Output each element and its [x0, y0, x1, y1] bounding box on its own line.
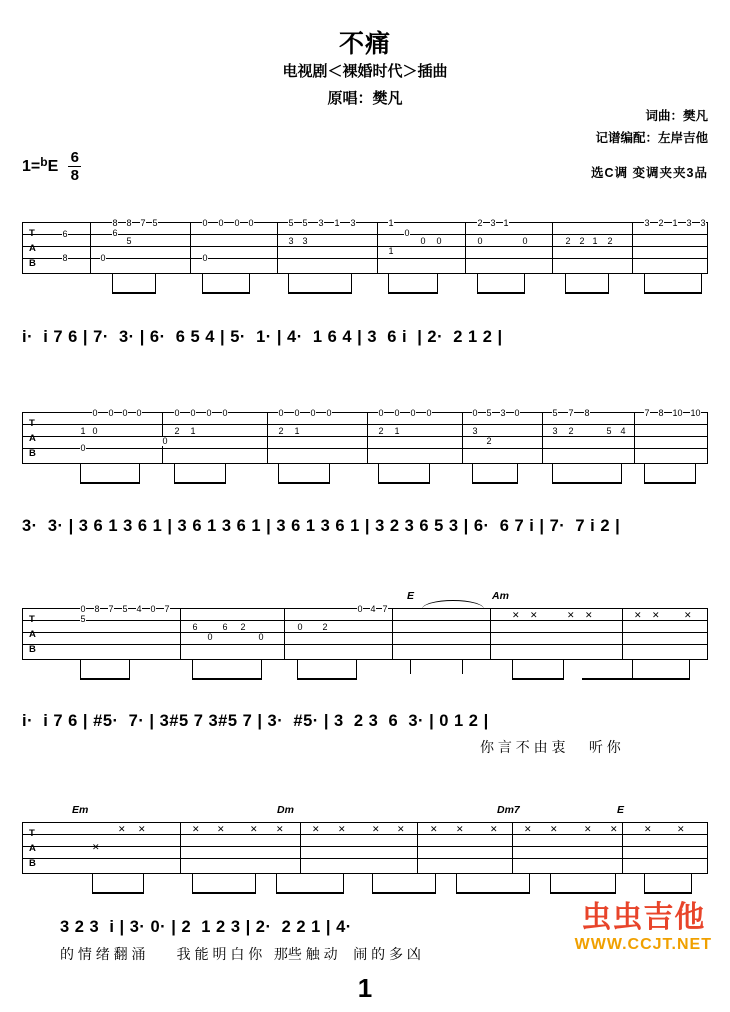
jianpu-row-1: i· i 7 6 | 7· 3· | 6· 6 5 4 | 5· 1· | 4· 1 6 4 | 3 6 i | 2· 2 1 2 |: [22, 328, 503, 346]
tab-number: 0: [190, 408, 196, 418]
staff-line: [22, 644, 708, 645]
tab-number: 3: [686, 218, 692, 228]
mute-x-mark: ✕: [610, 824, 618, 834]
tab-number: 7: [644, 408, 650, 418]
tab-number: 2: [322, 622, 328, 632]
rhythm-beams-3: [22, 660, 708, 682]
staff-line: [22, 846, 708, 847]
tab-number: 2: [477, 218, 483, 228]
tab-number: 6: [112, 228, 118, 238]
tab-clef: T A B: [29, 418, 36, 459]
staff-line: [22, 632, 708, 633]
tab-number: 1: [294, 426, 300, 436]
barline: [512, 823, 513, 873]
lyrics-row-3: 你 言 不 由 衷 听 你: [480, 739, 621, 755]
mute-x-mark: ✕: [550, 824, 558, 834]
tab-number: 2: [579, 236, 585, 246]
tab-number: 5: [122, 604, 128, 614]
tab-number: 7: [164, 604, 170, 614]
barline: [180, 823, 181, 873]
tab-number: 0: [162, 436, 168, 446]
end-barline: [707, 822, 708, 874]
mute-x-mark: ✕: [677, 824, 685, 834]
tab-number: 0: [100, 253, 106, 263]
tab-number: 3: [490, 218, 496, 228]
barline: [542, 413, 543, 463]
barline: [392, 609, 393, 659]
tab-number: 0: [207, 632, 213, 642]
chord-label-Dm: Dm: [277, 804, 294, 816]
jianpu-row-3: i· i 7 6 | #5· 7· | 3#5 7 3#5 7 | 3· #5· | 3 2 3 6 3· | 0 1 2 |: [22, 712, 489, 730]
mute-x-mark: ✕: [192, 824, 200, 834]
tab-number: 7: [108, 604, 114, 614]
tab-number: 5: [126, 236, 132, 246]
tab-staff-2: [22, 408, 708, 464]
tab-number: 0: [108, 408, 114, 418]
subtitle-drama: 电视剧＜裸婚时代＞插曲: [282, 63, 448, 80]
tab-number: 0: [248, 218, 254, 228]
tab-number: 0: [514, 408, 520, 418]
tab-number: 7: [568, 408, 574, 418]
barline: [190, 223, 191, 273]
chord-label-Em: Em: [72, 804, 89, 816]
tab-number: 0: [202, 218, 208, 228]
tab-number: 3: [350, 218, 356, 228]
chord-label-E: E: [407, 590, 415, 602]
jianpu-row-2: 3· 3· | 3 6 1 3 6 1 | 3 6 1 3 6 1 | 3 6 1 3 6 1 | 3 2 3 6 5 3 | 6· 6 7 i | 7· 7 i 2 |: [22, 517, 621, 535]
tab-number: 7: [382, 604, 388, 614]
tab-number: 0: [136, 408, 142, 418]
end-barline: [707, 222, 708, 274]
mute-x-mark: ✕: [397, 824, 405, 834]
page-number: 1: [357, 973, 373, 1003]
tab-number: 0: [420, 236, 426, 246]
tab-number: 6: [192, 622, 198, 632]
tab-number: 2: [378, 426, 384, 436]
tab-number: 5: [552, 408, 558, 418]
tab-number: 10: [690, 408, 701, 418]
tab-number: 6: [62, 229, 68, 239]
tab-number: 3: [472, 426, 478, 436]
barline: [462, 413, 463, 463]
rhythm-beams-2: [22, 464, 708, 486]
mute-x-mark: ✕: [456, 824, 464, 834]
tab-number: 0: [222, 408, 228, 418]
rhythm-beams-1: [22, 274, 708, 296]
barline: [552, 223, 553, 273]
tab-number: 0: [410, 408, 416, 418]
mute-x-mark: ✕: [138, 824, 146, 834]
barline: [634, 413, 635, 463]
system-3: [22, 590, 708, 660]
tab-number: 8: [126, 218, 132, 228]
watermark-brand: 虫虫吉他: [581, 901, 706, 934]
tab-number: 8: [658, 408, 664, 418]
tab-number: 4: [136, 604, 142, 614]
start-barline: [22, 222, 23, 274]
tab-number: 3: [644, 218, 650, 228]
tab-number: 10: [672, 408, 683, 418]
time-signature-denominator: 8: [70, 167, 79, 184]
tab-number: 3: [552, 426, 558, 436]
tab-number: 0: [92, 408, 98, 418]
tab-number: 0: [92, 426, 98, 436]
mute-x-mark: ✕: [530, 610, 538, 620]
tab-number: 0: [202, 253, 208, 263]
tab-number: 5: [606, 426, 612, 436]
barline: [277, 223, 278, 273]
barline: [490, 609, 491, 659]
tab-number: 2: [486, 436, 492, 446]
tab-number: 0: [378, 408, 384, 418]
barline: [300, 823, 301, 873]
staff-line: [22, 246, 708, 247]
rhythm-beams-4: [22, 874, 708, 896]
tab-number: 3: [288, 236, 294, 246]
mute-x-mark: ✕: [338, 824, 346, 834]
tab-number: 0: [80, 604, 86, 614]
tab-number: 0: [234, 218, 240, 228]
mute-x-mark: ✕: [217, 824, 225, 834]
tab-number: 0: [206, 408, 212, 418]
tab-number: 3: [302, 236, 308, 246]
system-2: [22, 408, 708, 464]
tab-number: 0: [326, 408, 332, 418]
tab-number: 0: [150, 604, 156, 614]
mute-x-mark: ✕: [584, 824, 592, 834]
tab-staff-4: [22, 822, 708, 874]
tab-number: 5: [302, 218, 308, 228]
watermark-url: WWW.CCJT.NET: [574, 936, 712, 953]
tab-number: 0: [80, 443, 86, 453]
tab-number: 0: [436, 236, 442, 246]
mute-x-mark: ✕: [312, 824, 320, 834]
tab-number: 2: [174, 426, 180, 436]
mute-x-mark: ✕: [644, 824, 652, 834]
credit-arranger: 记谱编配：左岸吉他: [595, 131, 708, 145]
staff-line: [22, 858, 708, 859]
tab-number: 5: [288, 218, 294, 228]
time-signature: [68, 150, 81, 183]
tab-number: 2: [240, 622, 246, 632]
tab-number: 0: [404, 228, 410, 238]
jianpu-row-4: 3 2 3 i | 3· 0· | 2 1 2 3 | 2· 2 2 1 | 4·: [60, 918, 352, 936]
tab-number: 8: [584, 408, 590, 418]
barline: [632, 223, 633, 273]
mute-x-mark: ✕: [585, 610, 593, 620]
tab-number: 0: [426, 408, 432, 418]
tab-number: 3: [318, 218, 324, 228]
tab-number: 1: [80, 426, 86, 436]
staff-line: [22, 448, 708, 449]
tab-number: 1: [334, 218, 340, 228]
tab-number: 3: [700, 218, 706, 228]
credit-composer: 词曲：樊凡: [645, 109, 708, 123]
mute-x-mark: ✕: [567, 610, 575, 620]
tab-number: 3: [500, 408, 506, 418]
key-letter: E: [47, 157, 59, 175]
barline: [284, 609, 285, 659]
chord-label-Dm7: Dm7: [497, 804, 520, 816]
barline: [367, 413, 368, 463]
staff-line: [22, 436, 708, 437]
tab-number: 0: [258, 632, 264, 642]
time-signature-numerator: 6: [70, 149, 79, 166]
system-1: [22, 218, 708, 274]
tab-staff-1: [22, 218, 708, 274]
barline: [377, 223, 378, 273]
mute-x-mark: ✕: [92, 842, 100, 852]
key-signature: [22, 150, 81, 183]
tab-number: 0: [310, 408, 316, 418]
tab-number: 1: [388, 246, 394, 256]
barline: [417, 823, 418, 873]
tab-number: 0: [472, 408, 478, 418]
system-4: [22, 804, 708, 874]
mute-x-mark: ✕: [634, 610, 642, 620]
tab-number: 0: [174, 408, 180, 418]
tab-number: 8: [94, 604, 100, 614]
tab-number: 4: [370, 604, 376, 614]
tab-number: 0: [294, 408, 300, 418]
tab-clef: T A B: [29, 614, 36, 655]
staff-line: [22, 620, 708, 621]
flat-symbol: b: [40, 154, 48, 169]
tab-number: 1: [190, 426, 196, 436]
lyrics-row-4: 的 情 绪 翻 涌 我 能 明 白 你 那些 触 动 闹 的 多 凶: [60, 946, 421, 962]
tab-number: 1: [503, 218, 509, 228]
tab-number: 1: [592, 236, 598, 246]
barline: [180, 609, 181, 659]
barline: [267, 413, 268, 463]
tab-clef: T A B: [29, 828, 36, 869]
tab-staff-3: [22, 604, 708, 660]
mute-x-mark: ✕: [276, 824, 284, 834]
staff-line: [22, 834, 708, 835]
tab-number: 1: [388, 218, 394, 228]
tab-number: 1: [394, 426, 400, 436]
tab-number: 0: [357, 604, 363, 614]
mute-x-mark: ✕: [524, 824, 532, 834]
mute-x-mark: ✕: [430, 824, 438, 834]
staff-line: [22, 258, 708, 259]
end-barline: [707, 412, 708, 464]
tab-number: 0: [394, 408, 400, 418]
subtitle-artist: 原唱：樊凡: [327, 90, 403, 107]
barline: [465, 223, 466, 273]
tab-number: 8: [112, 218, 118, 228]
start-barline: [22, 608, 23, 660]
tab-number: 5: [80, 614, 86, 624]
tab-number: 5: [486, 408, 492, 418]
key-capo-info: 选C调 变调夹夹3品: [591, 166, 708, 180]
end-barline: [707, 608, 708, 660]
mute-x-mark: ✕: [512, 610, 520, 620]
tab-number: 0: [297, 622, 303, 632]
start-barline: [22, 412, 23, 464]
tab-number: 6: [222, 622, 228, 632]
mute-x-mark: ✕: [652, 610, 660, 620]
staff-line: [22, 424, 708, 425]
tab-number: 4: [620, 426, 626, 436]
mute-x-mark: ✕: [118, 824, 126, 834]
tab-number: 0: [477, 236, 483, 246]
chord-label-Am: Am: [492, 590, 509, 602]
tab-number: 0: [218, 218, 224, 228]
page-title: 不痛: [338, 30, 391, 58]
key-prefix: 1=: [22, 157, 41, 175]
barline: [622, 823, 623, 873]
mute-x-mark: ✕: [684, 610, 692, 620]
tab-number: 2: [568, 426, 574, 436]
tab-number: 8: [62, 253, 68, 263]
start-barline: [22, 822, 23, 874]
tab-number: 0: [522, 236, 528, 246]
tab-number: 1: [672, 218, 678, 228]
mute-x-mark: ✕: [490, 824, 498, 834]
tab-number: 2: [278, 426, 284, 436]
tab-number: 2: [607, 236, 613, 246]
tab-number: 2: [658, 218, 664, 228]
mute-x-mark: ✕: [372, 824, 380, 834]
tab-number: 5: [152, 218, 158, 228]
tab-number: 2: [565, 236, 571, 246]
tab-number: 0: [122, 408, 128, 418]
barline: [622, 609, 623, 659]
tab-number: 0: [278, 408, 284, 418]
tab-clef: T A B: [29, 228, 36, 269]
barline: [90, 223, 91, 273]
staff-line: [22, 234, 708, 235]
tab-number: 7: [140, 218, 146, 228]
chord-label-E: E: [617, 804, 625, 816]
mute-x-mark: ✕: [250, 824, 258, 834]
